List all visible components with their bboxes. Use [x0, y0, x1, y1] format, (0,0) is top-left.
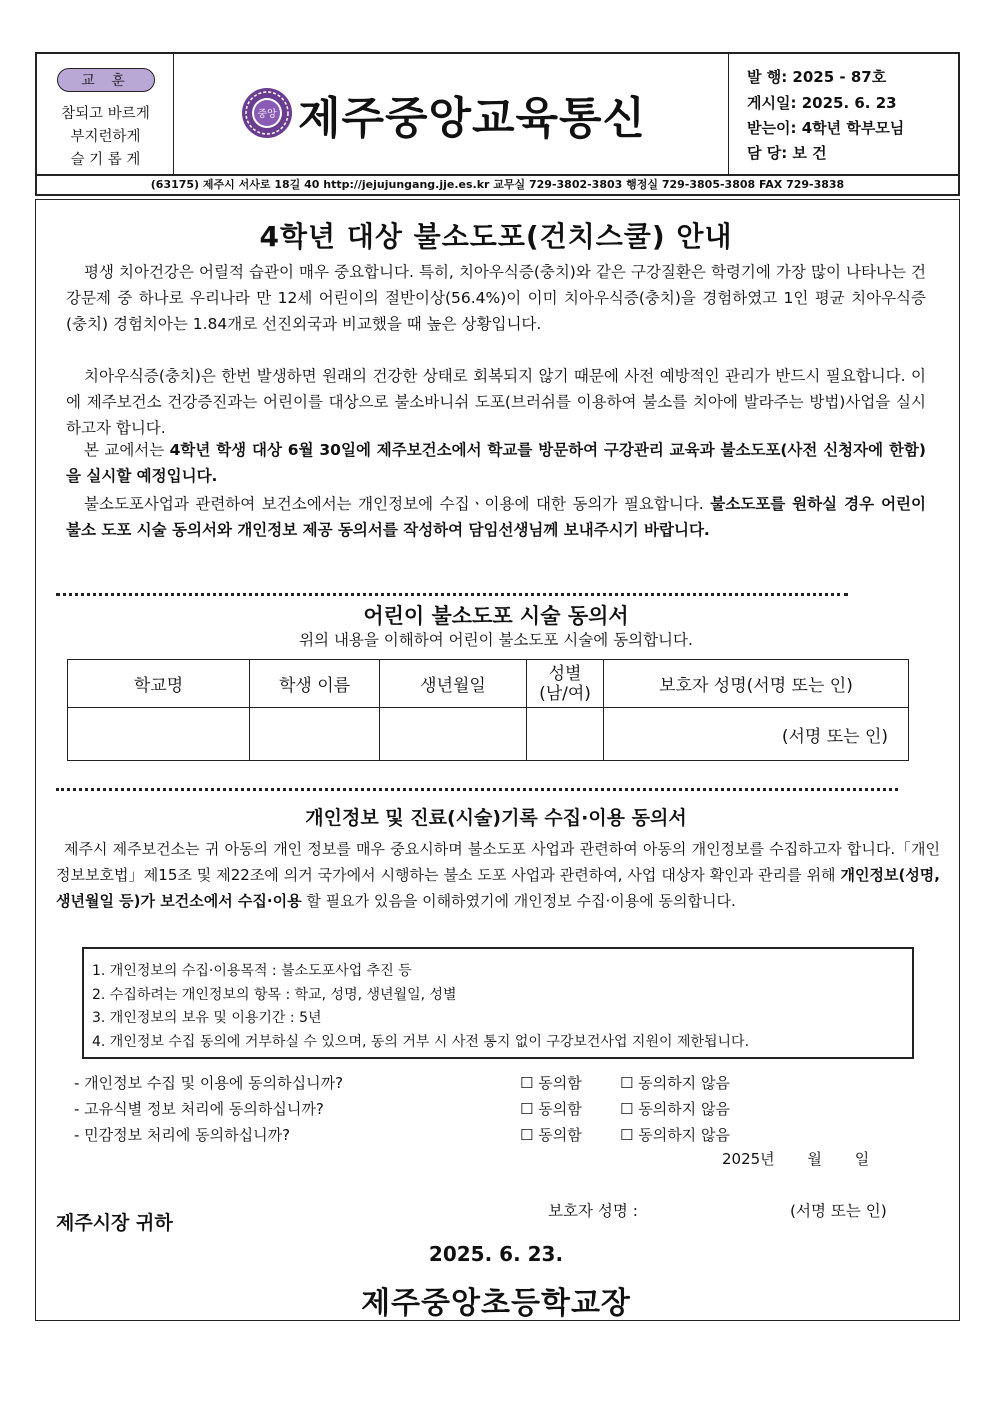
guardian-name-label: 보호자 성명 : — [548, 1202, 638, 1220]
privacy-p1-bold: 개인정보(성명, 생년월일 등)가 보건소에서 수집·이용 — [56, 866, 940, 910]
notice-paragraph-3 — [66, 437, 926, 489]
gender-cell[interactable] — [527, 708, 604, 761]
school-logo — [240, 86, 294, 140]
consent-subtitle: 위의 내용을 이해하여 어린이 불소도포 시술에 동의합니다. — [299, 631, 693, 649]
guardian-sign-hint: (서명 또는 인) — [790, 1202, 887, 1220]
privacy-item: 1. 개인정보의 수집·이용목적 : 불소도포사업 추진 등 — [92, 963, 412, 979]
motto-badge: 교 훈 — [57, 68, 155, 92]
col-gender-label: 성별 — [548, 663, 582, 684]
notice-p3-text: 본 교에서는 — [84, 441, 170, 459]
consent-table — [67, 659, 909, 761]
notice-p4-bold: 불소도포를 원하실 경우 어린이 불소 도포 시술 동의서와 개인정보 제공 동의서를 작성하여 담임선생님께 보내주시기 바랍니다. — [66, 495, 926, 539]
col-guardian: 보호자 성명(서명 또는 인) — [604, 660, 909, 708]
principal-signature: 제주중앙초등학교장 — [361, 1286, 631, 1321]
addressee: 제주시장 귀하 — [56, 1212, 173, 1234]
signature-date: 2025년 월 일 — [722, 1150, 870, 1168]
privacy-item: 4. 개인정보 수집 동의에 거부하실 수 있으며, 동의 거부 시 사전 통지 없이 구강보건사업 지원이 제한됩니다. — [92, 1034, 750, 1050]
dotted-divider — [56, 788, 898, 791]
issue-number: 발 행: 2025 - 87호 — [747, 68, 887, 86]
guardian-sign-cell[interactable]: (서명 또는 인) — [604, 708, 909, 761]
newsletter-title: 제주중앙교육통신 — [298, 93, 647, 144]
in-charge: 담 당: 보 건 — [747, 144, 827, 162]
motto-box — [37, 54, 174, 174]
question-unique-id: - 고유식별 정보 처리에 동의하십니까? — [74, 1100, 324, 1118]
disagree-checkbox[interactable]: ☐ 동의하지 않음 — [620, 1100, 730, 1118]
title-box — [174, 54, 729, 174]
issue-info — [729, 54, 958, 174]
notice-title: 4학년 대상 불소도포(건치스쿨) 안내 — [259, 220, 733, 253]
agree-checkbox[interactable]: ☐ 동의함 — [520, 1100, 582, 1118]
motto-line: 슬 기 롭 게 — [70, 152, 141, 168]
birthdate-cell[interactable] — [380, 708, 527, 761]
dotted-divider — [56, 593, 848, 596]
newsletter-header — [35, 52, 960, 176]
motto-line: 부지런하게 — [70, 129, 141, 145]
privacy-p1-text: 제주시 제주보건소는 귀 아동의 개인 정보를 매우 중요시하며 불소도포 사업과 관련하여 아동의 개인정보를 수집하고자 합니다.「개인정보보호법」제15조 및 제22조에 의거 국가에서 시행하는 불소 도포 사업과 관련하여, 사업 대상자 확인과 관리를 위해 — [56, 840, 940, 884]
col-school: 학교명 — [68, 660, 250, 708]
disagree-checkbox[interactable]: ☐ 동의하지 않음 — [620, 1074, 730, 1092]
notice-p4-text: 불소도포사업과 관련하여 보건소에서는 개인정보에 수집ㆍ이용에 대한 동의가 필요합니다. — [84, 495, 711, 513]
post-date: 게시일: 2025. 6. 23 — [747, 94, 897, 112]
notice-paragraph-2: 치아우식증(충치)은 한번 발생하면 원래의 건강한 상태로 회복되지 않기 때문에 사전 예방적인 관리가 반드시 필요합니다. 이에 제주보건소 건강증진과는 어린이를 대상으로 불소바니쉬 도포(브러쉬를 이용하여 불소를 치아에 발라주는 방법)사업을 실시하고자 합니다. — [66, 367, 926, 437]
issue-date: 2025. 6. 23. — [428, 1242, 564, 1266]
agree-checkbox[interactable]: ☐ 동의함 — [520, 1126, 582, 1144]
notice-paragraph-1: 평생 치아건강은 어릴적 습관이 매우 중요합니다. 특히, 치아우식증(충치)와 같은 구강질환은 학령기에 가장 많이 나타나는 건강문제 중 하나로 우리나라 만 12세 어린이의 절반이상(56.4%)이 이미 치아우식증(충치)을 경험하였고 1인 평균 치아우식증(충치) 경험치아는 1.84개로 선진외국과 비교했을 때 높은 상황입니다. — [66, 263, 926, 333]
notice-p3-bold: 4학년 학생 대상 6월 30일에 제주보건소에서 학교를 방문하여 구강관리 교육과 불소도포(사전 신청자에 한함)을 실시할 예정입니다. — [66, 441, 926, 485]
privacy-paragraph — [56, 836, 940, 914]
col-birthdate: 생년월일 — [380, 660, 527, 708]
notice-paragraph-4 — [66, 491, 926, 543]
question-sensitive: - 민감정보 처리에 동의하십니까? — [74, 1126, 291, 1144]
consent-title: 어린이 불소도포 시술 동의서 — [363, 604, 629, 628]
agree-checkbox[interactable]: ☐ 동의함 — [520, 1074, 582, 1092]
col-gender-hint: (남/여) — [539, 683, 591, 704]
privacy-p1-post: 할 필요가 있음을 이해하였기에 개인정보 수집·이용에 동의합니다. — [301, 892, 736, 910]
motto-line: 참되고 바르게 — [61, 106, 150, 122]
logo-text: 중앙 — [257, 109, 277, 120]
col-gender — [527, 660, 604, 708]
address-bar: (63175) 제주시 서사로 18길 40 http://jejujungang.jje.es.kr 교무실 729-3802-3803 행정실 729-3805-3808 FAX 729-3838 — [35, 176, 960, 196]
school-cell[interactable] — [68, 708, 250, 761]
col-student-name: 학생 이름 — [250, 660, 380, 708]
privacy-item: 3. 개인정보의 보유 및 이용기간 : 5년 — [92, 1010, 322, 1026]
question-collection: - 개인정보 수집 및 이용에 동의하십니까? — [74, 1074, 344, 1092]
privacy-title: 개인정보 및 진료(시술)기록 수집·이용 동의서 — [305, 807, 687, 829]
recipient: 받는이: 4학년 학부모님 — [747, 119, 905, 137]
privacy-items-box — [82, 947, 914, 1059]
student-name-cell[interactable] — [250, 708, 380, 761]
privacy-item: 2. 수집하려는 개인정보의 항목 : 학교, 성명, 생년월일, 성별 — [92, 987, 457, 1003]
disagree-checkbox[interactable]: ☐ 동의하지 않음 — [620, 1126, 730, 1144]
